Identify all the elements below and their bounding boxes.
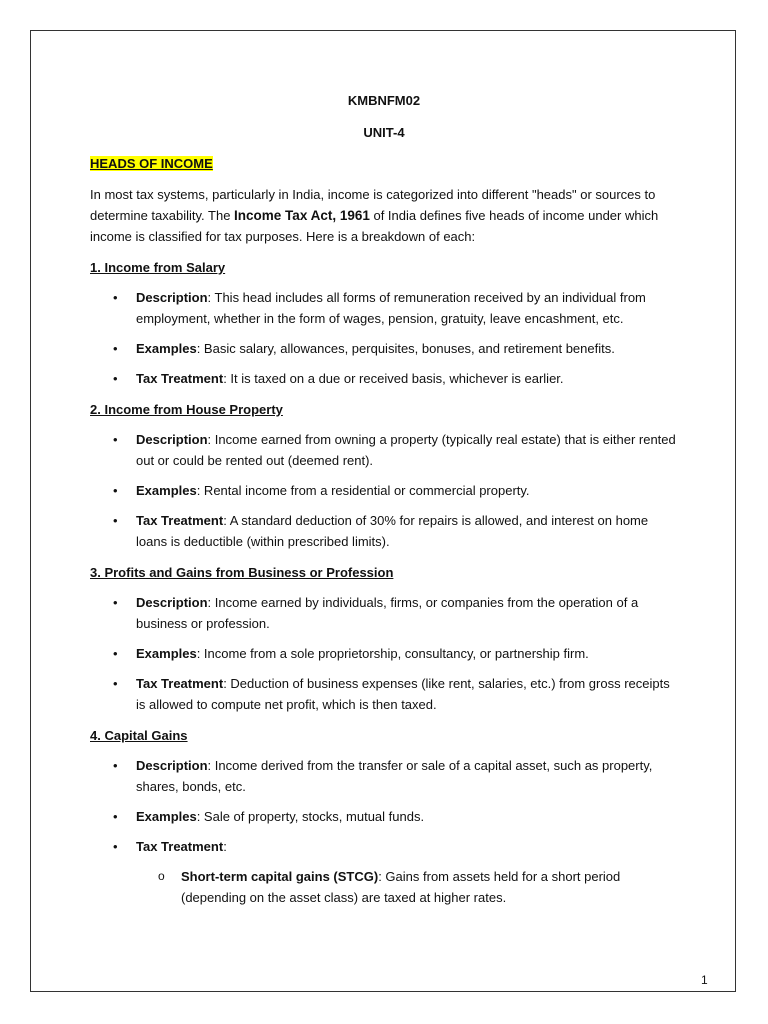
list-item xyxy=(90,755,680,797)
item-term: Tax Treatment xyxy=(136,513,224,528)
item-text: : xyxy=(223,839,227,854)
course-code: KMBNFM02 xyxy=(347,93,421,108)
item-term: Description xyxy=(136,432,208,447)
item-text: : Income earned from owning a property (typically real estate) that is either rented out or could be rented out (deemed rent). xyxy=(136,432,676,468)
item-term: Examples xyxy=(136,483,197,498)
list-item xyxy=(90,368,680,389)
item-text: : It is taxed on a due or received basis, whichever is earlier. xyxy=(223,371,564,386)
list-item xyxy=(90,287,680,329)
item-text: : Sale of property, stocks, mutual funds. xyxy=(196,809,425,824)
list-item xyxy=(90,510,680,552)
item-text: : Gains from assets held for a short period (depending on the asset class) are taxed at higher rates. xyxy=(181,869,621,905)
item-text: : This head includes all forms of remuneration received by an individual from employment, whether in the form of wages, pension, gratuity, leave encashment, etc. xyxy=(136,290,646,326)
list-item xyxy=(90,338,680,359)
item-text: : Income from a sole proprietorship, consultancy, or partnership firm. xyxy=(196,646,589,661)
page-number: 1 xyxy=(701,973,708,987)
sub-list-item xyxy=(90,866,680,908)
intro-text-start: In most tax systems, particularly in India, income is categorized into different "heads" or sources to determine taxability. The xyxy=(90,187,656,223)
list-item xyxy=(90,643,680,664)
section-heading-capital-gains: 4. Capital Gains xyxy=(90,728,188,743)
item-term: Examples xyxy=(136,646,197,661)
item-term: Tax Treatment xyxy=(136,676,224,691)
item-term: Examples xyxy=(136,809,197,824)
document-title xyxy=(90,153,680,174)
item-term: Description xyxy=(136,595,208,610)
item-text: : A standard deduction of 30% for repairs is allowed, and interest on home loans is deductible (within prescribed limits). xyxy=(136,513,649,549)
sub-list xyxy=(136,866,680,908)
section-list-salary xyxy=(90,287,680,389)
list-item xyxy=(90,836,680,908)
document-body xyxy=(90,153,680,908)
section-list-house-property xyxy=(90,429,680,552)
item-term: Tax Treatment xyxy=(136,371,224,386)
item-term: Tax Treatment xyxy=(136,839,224,854)
section-heading-business: 3. Profits and Gains from Business or Profession xyxy=(90,565,394,580)
list-item xyxy=(90,592,680,634)
section-list-business xyxy=(90,592,680,715)
section-heading-salary: 1. Income from Salary xyxy=(90,260,226,275)
list-item xyxy=(90,673,680,715)
act-name: Income Tax Act, 1961 xyxy=(234,208,370,223)
item-term: Examples xyxy=(136,341,197,356)
section-list-capital-gains xyxy=(90,755,680,908)
intro-paragraph xyxy=(90,184,680,247)
list-item xyxy=(90,429,680,471)
item-term: Description xyxy=(136,290,208,305)
item-term: Description xyxy=(136,758,208,773)
item-text: : Basic salary, allowances, perquisites, bonuses, and retirement benefits. xyxy=(196,341,615,356)
unit-label: UNIT-4 xyxy=(363,125,405,140)
item-text: : Income derived from the transfer or sale of a capital asset, such as property, shares, bonds, etc. xyxy=(136,758,653,794)
item-term: Short-term capital gains (STCG) xyxy=(181,869,379,884)
list-item xyxy=(90,480,680,501)
list-item xyxy=(90,806,680,827)
item-text: : Income earned by individuals, firms, or companies from the operation of a business or profession. xyxy=(136,595,639,631)
intro-text-end: of India defines five heads of income under which income is classified for tax purposes. Here is a breakdown of each: xyxy=(90,208,659,244)
item-text: : Rental income from a residential or commercial property. xyxy=(196,483,530,498)
document-title-text: HEADS OF INCOME xyxy=(90,156,213,171)
item-text: : Deduction of business expenses (like rent, salaries, etc.) from gross receipts is allowed to compute net profit, which is then taxed. xyxy=(136,676,670,712)
section-heading-house-property: 2. Income from House Property xyxy=(90,402,283,417)
